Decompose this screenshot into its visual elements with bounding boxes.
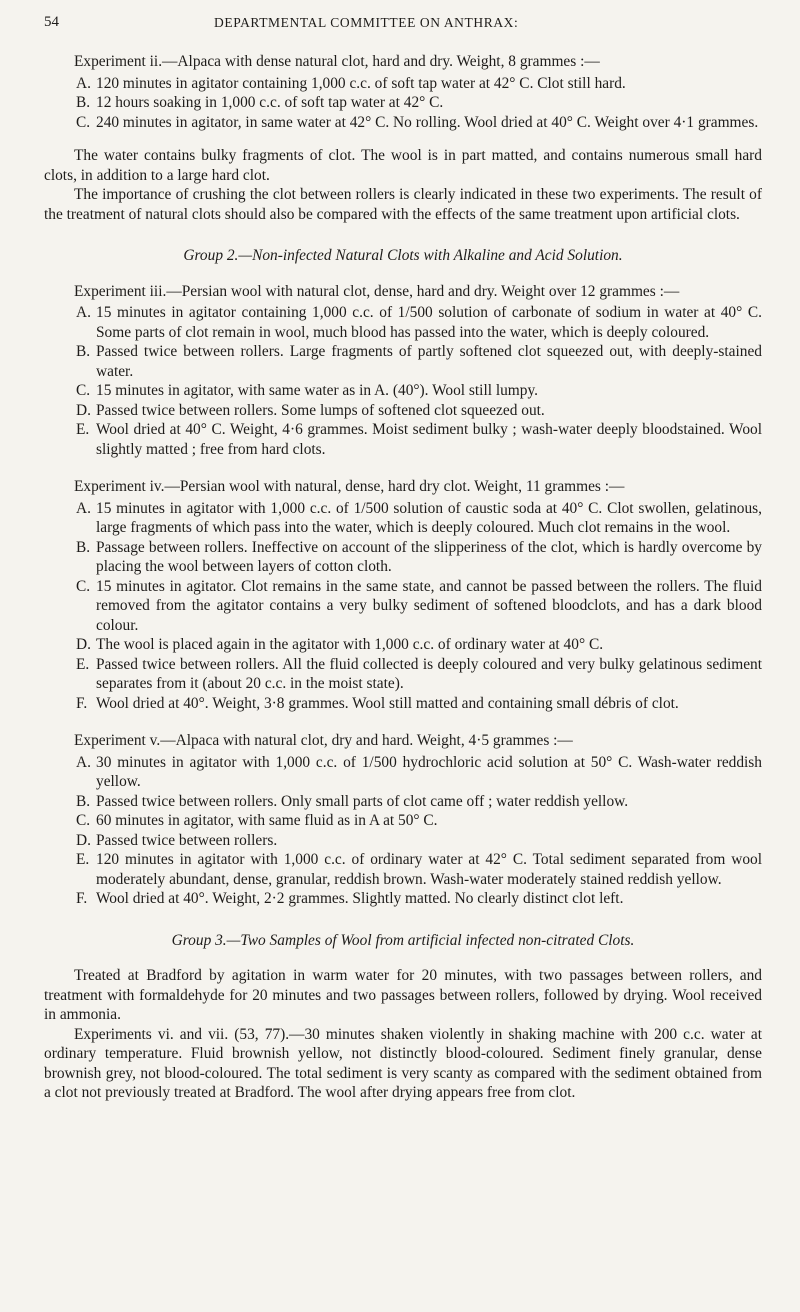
group-2-title: Group 2.—Non-infected Natural Clots with Alkaline and Acid Solution. (183, 247, 623, 264)
step-item (76, 850, 762, 889)
step-text: Passed twice between rollers. All the fluid collected is deeply coloured and very bulky gelatinous sediment separates from it (about 20 c.c. in the moist state). (96, 655, 762, 692)
step-letter: B. (76, 343, 91, 360)
step-letter: C. (76, 577, 91, 595)
step-item (76, 811, 762, 831)
step-letter: C. (76, 113, 91, 131)
experiment-ii-heading: Experiment ii.—Alpaca with dense natural clot, hard and dry. Weight, 8 grammes :— (74, 53, 600, 70)
step-item (76, 831, 762, 851)
experiment-v-heading: Experiment v.—Alpaca with natural clot, dry and hard. Weight, 4·5 grammes :— (74, 732, 573, 749)
step-text: Passed twice between rollers. Only small parts of clot came off ; water reddish yellow. (96, 792, 629, 810)
running-head (44, 0, 762, 34)
step-text: 240 minutes in agitator, in same water at 42° C. No rolling. Wool dried at 40° C. Weight over 4·1 grammes. (96, 113, 759, 131)
step-letter: E. (76, 851, 90, 868)
step-letter: F. (76, 890, 88, 907)
step-item (76, 342, 762, 381)
step-item (76, 635, 762, 655)
step-item (76, 889, 762, 909)
step-text: Passage between rollers. Ineffective on account of the slipperiness of the clot, which is hardly overcome by placing the wool between layers of cotton cloth. (96, 538, 762, 575)
step-item (76, 792, 762, 812)
step-item (76, 538, 762, 577)
step-item (76, 381, 762, 401)
step-item (76, 499, 762, 538)
step-text: 120 minutes in agitator with 1,000 c.c. of ordinary water at 42° C. Total sediment separated from wool moderately abundant, dense, granular, reddish brown. Wash-water moderately stained reddish yellow. (96, 851, 762, 888)
running-title: DEPARTMENTAL COMMITTEE ON ANTHRAX: (214, 15, 519, 30)
step-text: Wool dried at 40° C. Weight, 4·6 grammes. Moist sediment bulky ; wash-water deeply bloodstained. Wool slightly matted ; free from hard clots. (96, 421, 762, 458)
experiment-iii-steps (44, 303, 762, 459)
paragraph: The importance of crushing the clot between rollers is clearly indicated in these two experiments. The result of the treatment of natural clots should also be compared with the effects of the same treatment upon artificial clots. (44, 186, 762, 223)
step-letter: A. (76, 304, 91, 321)
step-text: 15 minutes in agitator containing 1,000 c.c. of 1/500 solution of carbonate of sodium in water at 40° C. Some parts of clot remain in wool, much blood has passed into the water, which is deeply coloured. (96, 304, 762, 341)
step-text: Wool dried at 40°. Weight, 2·2 grammes. Slightly matted. No clearly distinct clot left. (96, 890, 624, 907)
paragraph: Treated at Bradford by agitation in warm water for 20 minutes, with two passages between rollers, and treatment with formaldehyde for 20 minutes and two passages between rollers, followed by drying. Wool received in ammonia. (44, 967, 762, 1023)
step-item (76, 113, 762, 133)
step-text: 12 hours soaking in 1,000 c.c. of soft tap water at 42° C. (96, 94, 444, 111)
step-letter: D. (76, 831, 91, 849)
experiment-iv-steps (44, 499, 762, 714)
step-text: 15 minutes in agitator. Clot remains in the same state, and cannot be passed between the rollers. The fluid removed from the agitator contains a very bulky sediment of softened bloodclots, and has a dark blood colour. (96, 577, 762, 634)
page-number: 54 (44, 14, 59, 30)
step-letter: B. (76, 538, 91, 556)
step-item (76, 753, 762, 792)
step-text: Wool dried at 40°. Weight, 3·8 grammes. Wool still matted and containing small débris of clot. (96, 694, 679, 712)
step-item (76, 577, 762, 636)
step-text: 60 minutes in agitator, with same fluid as in A at 50° C. (96, 812, 438, 829)
step-item (76, 420, 762, 459)
experiment-iii-heading: Experiment iii.—Persian wool with natural clot, dense, hard and dry. Weight over 12 grammes :— (74, 282, 680, 300)
group-3-title: Group 3.—Two Samples of Wool from artificial infected non-citrated Clots. (171, 931, 635, 949)
step-item (76, 401, 762, 421)
step-letter: C. (76, 382, 91, 399)
step-letter: E. (76, 421, 90, 438)
step-text: Passed twice between rollers. (96, 831, 278, 849)
experiment-v-steps (44, 753, 762, 909)
step-text: Passed twice between rollers. Some lumps of softened clot squeezed out. (96, 401, 545, 419)
experiment-iv-heading: Experiment iv.—Persian wool with natural, dense, hard dry clot. Weight, 11 grammes :— (74, 478, 625, 495)
step-item (76, 93, 762, 113)
step-letter: D. (76, 401, 91, 419)
step-text: 15 minutes in agitator, with same water as in A. (40°). Wool still lumpy. (96, 382, 539, 399)
step-letter: A. (76, 499, 91, 517)
step-text: Passed twice between rollers. Large fragments of partly softened clot squeezed out, with deeply-stained water. (96, 343, 762, 380)
step-letter: B. (76, 94, 91, 111)
paragraph: The water contains bulky fragments of clot. The wool is in part matted, and contains numerous small hard clots, in addition to a large hard clot. (44, 147, 762, 184)
step-letter: E. (76, 655, 90, 673)
step-item (76, 655, 762, 694)
step-item (76, 303, 762, 342)
step-letter: A. (76, 753, 91, 771)
step-text: The wool is placed again in the agitator with 1,000 c.c. of ordinary water at 40° C. (96, 636, 604, 653)
experiment-ii-steps (44, 74, 762, 133)
step-letter: B. (76, 792, 91, 810)
step-text: 15 minutes in agitator with 1,000 c.c. of 1/500 solution of caustic soda at 40° C. Clot swollen, gelatinous, large fragments of which pass into the water, which is deeply coloured. Much clot remains in the wool. (96, 499, 762, 536)
step-letter: A. (76, 74, 91, 92)
step-text: 120 minutes in agitator containing 1,000 c.c. of soft tap water at 42° C. Clot still hard. (96, 74, 626, 92)
step-letter: C. (76, 812, 91, 829)
step-item (76, 694, 762, 714)
step-letter: D. (76, 636, 91, 653)
step-item (76, 74, 762, 94)
step-text: 30 minutes in agitator with 1,000 c.c. of 1/500 hydrochloric acid solution at 50° C. Wash-water reddish yellow. (96, 753, 762, 790)
step-letter: F. (76, 694, 88, 712)
paragraph: Experiments vi. and vii. (53, 77).—30 minutes shaken violently in shaking machine with 200 c.c. water at ordinary temperature. Fluid brownish yellow, not distinctly blood-coloured. Sediment finely granular, dense brownish grey, not blood-coloured. The total sediment is very scanty as compared with the sediment obtained from a clot not previously treated at Bradford. The wool after drying appears free from clot. (44, 1025, 762, 1101)
